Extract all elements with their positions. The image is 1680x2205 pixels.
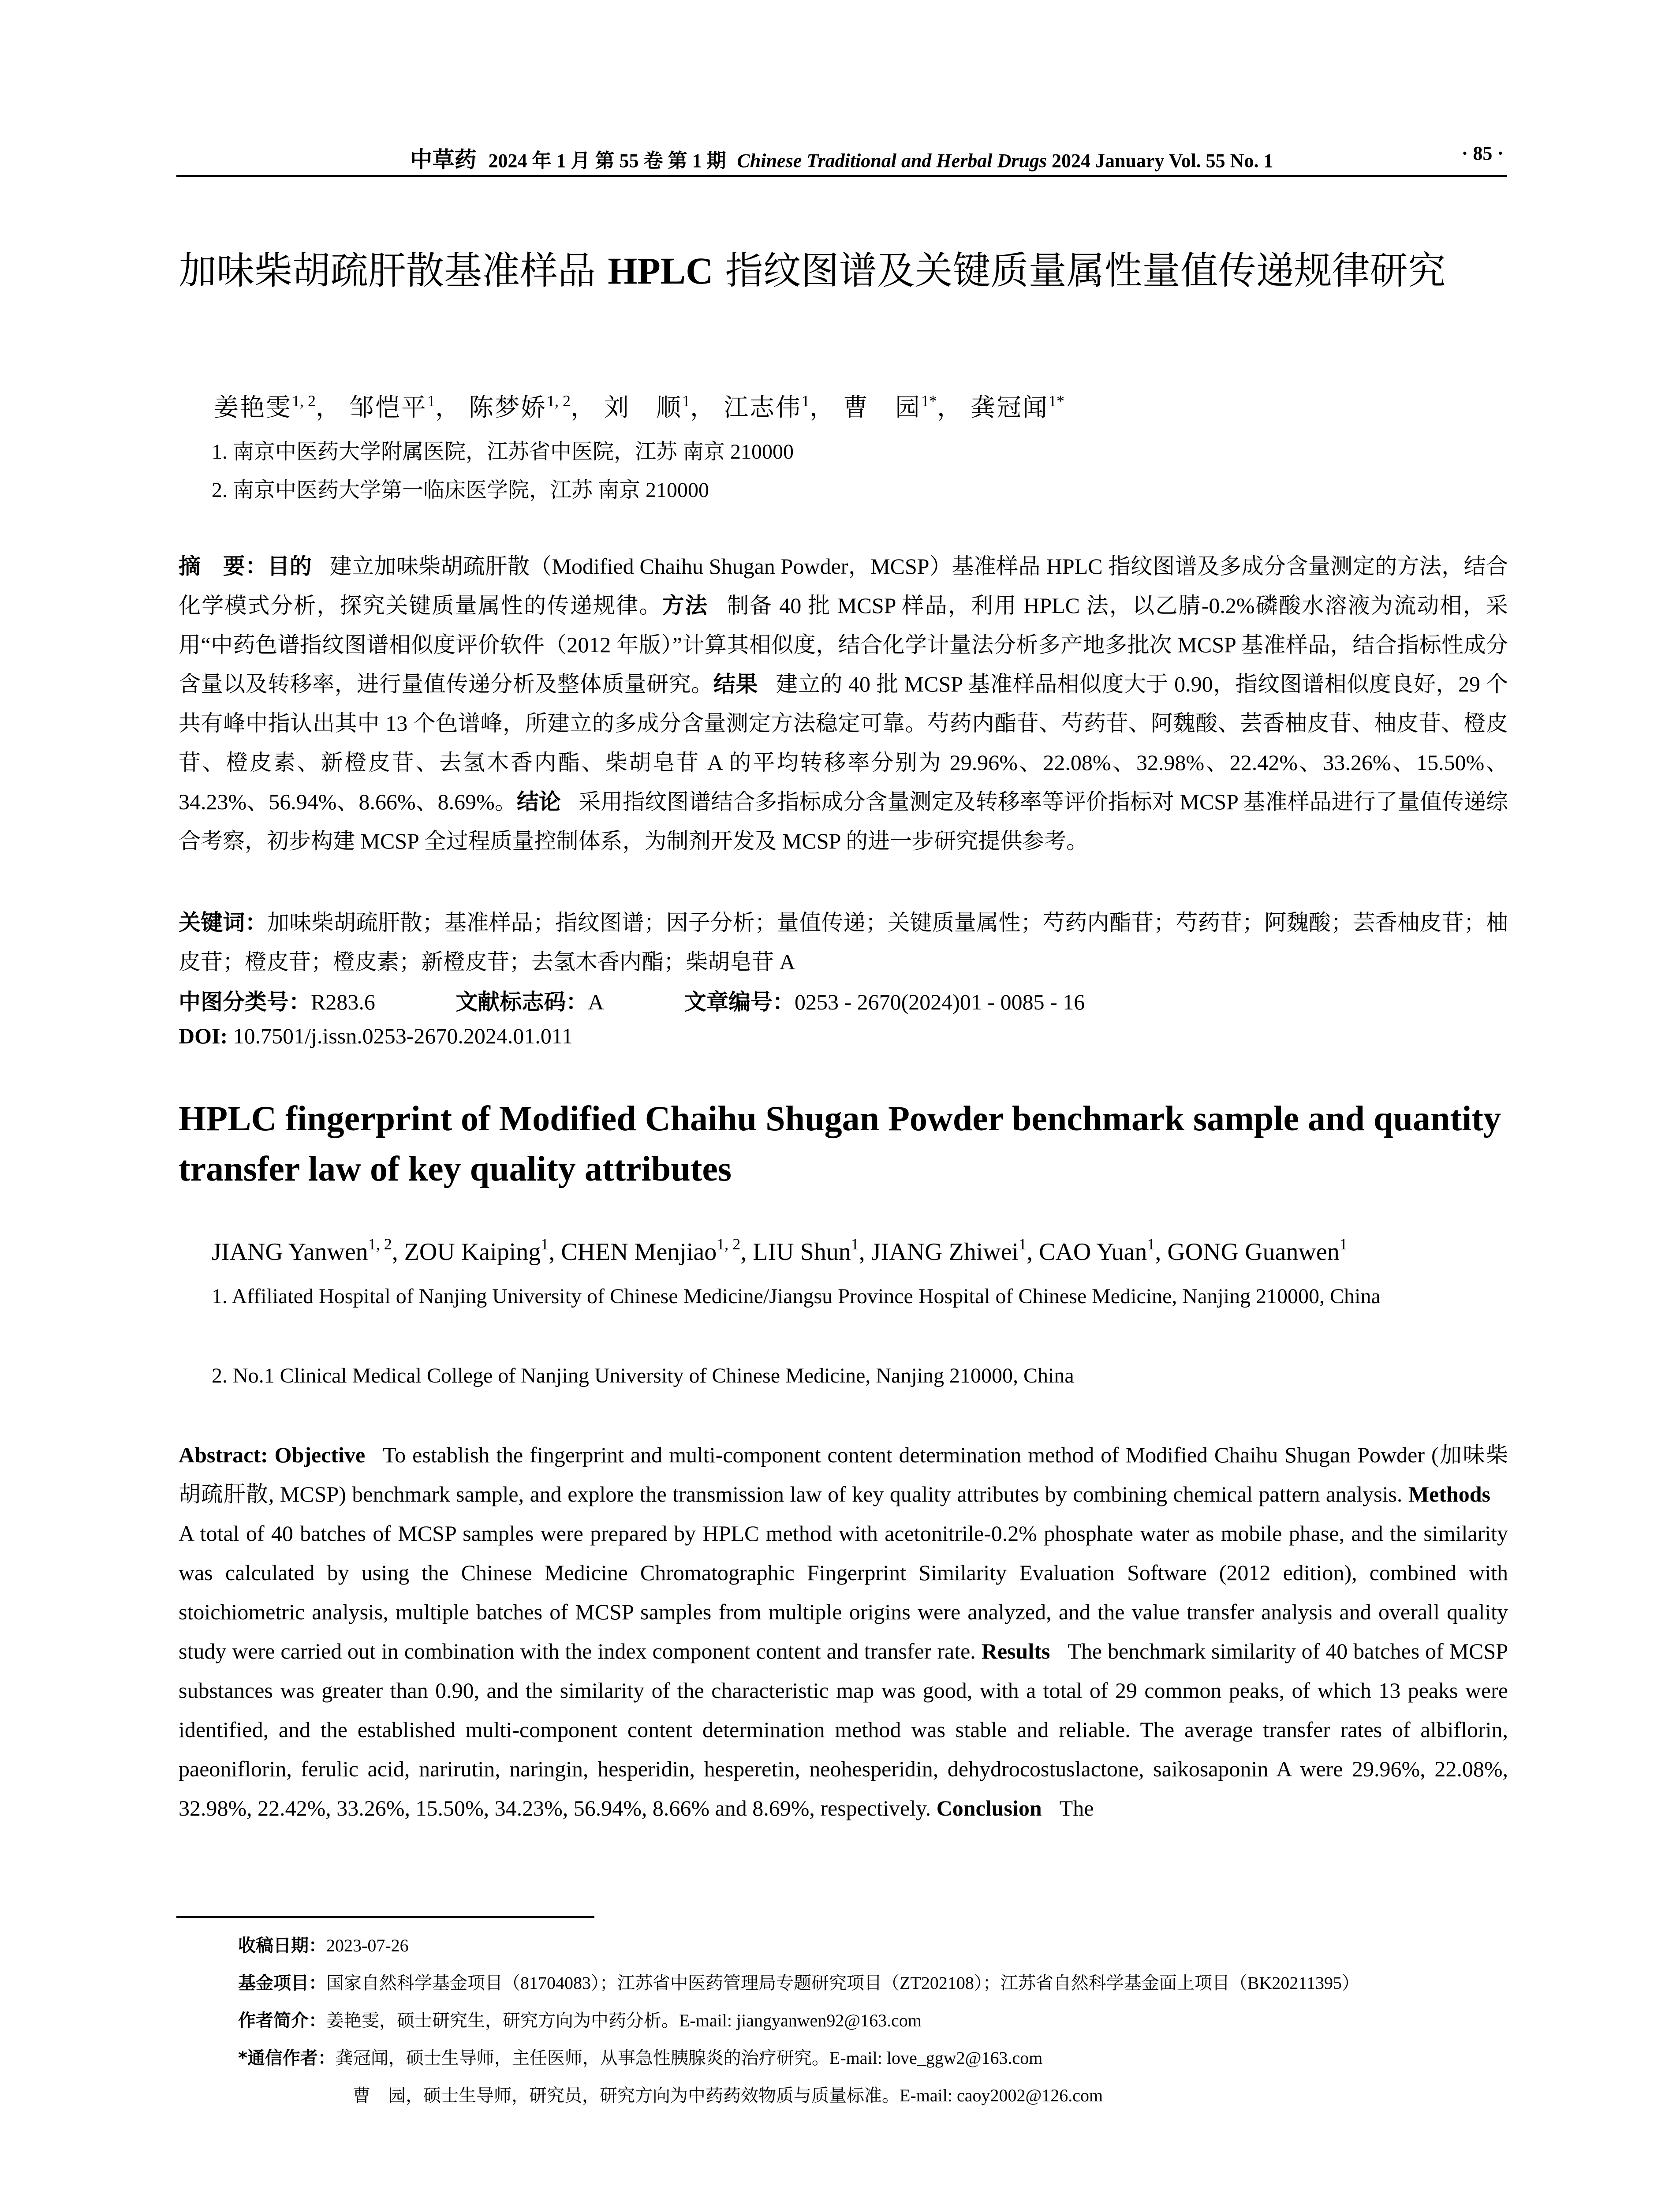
conclusion-label-en: Conclusion <box>936 1796 1042 1820</box>
author-affil-mark: 1, 2 <box>368 1235 392 1253</box>
author-cn: 邹恺平 <box>349 394 427 422</box>
issue-cn: 2024 年 1 月 第 55 卷 第 1 期 <box>488 150 726 172</box>
fund-label: 基金项目： <box>238 1973 326 1993</box>
author-list-en: JIANG Yanwen$^{1, 2}$, ZOU Kaiping$^1$, CHEN Menjiao$^{1, 2}$, LIU Shun$^1$, JIANG Zhiwei$^1$, CAO Yuan$^1$, GONG Guanwen$^1$ <box>212 1235 1348 1266</box>
footnote-author-bio <box>238 2007 922 2032</box>
objective-label-cn: 目的 <box>267 553 312 579</box>
conclusion-text-cn: 采用指纹图谱结合多指标成分含量测定及转移率等评价指标对 MCSP 基准样品进行了量值传递综合考察，初步构建 MCSP 全过程质量控制体系，为制剂开发及 MCSP 的进一步研究提供参考。 <box>179 789 1508 853</box>
author-affil-mark: 1, 2 <box>717 1235 741 1253</box>
methods-text-cn: 制备 40 批 MCSP 样品，利用 HPLC 法，以乙腈-0.2%磷酸水溶液为流动相，采用“中药色谱指纹图谱相似度评价软件（2012 年版）”计算其相似度，结合化学计量法分析多产地多批次 MCSP 基准样品，结合指标性成分含量以及转移率，进行量值传递分析及整体质量研究。 <box>179 593 1508 696</box>
running-header <box>176 142 1507 173</box>
author-cn: 姜艳雯 <box>214 394 292 422</box>
title-cn <box>179 245 1519 297</box>
methods-text-en: A total of 40 batches of MCSP samples were prepared by HPLC method with acetonitrile-0.2% phosphate water as mobile phase, and the similarity was calculated by using the Chinese Medicine Chromatographic Fingerprint Similarity Evaluation Software (2012 edition), combined with stoichiometric analysis, multiple batches of MCSP samples from multiple origins were analyzed, and the value transfer analysis and overall quality study were carried out in combination with the index component content and transfer rate. <box>179 1521 1508 1663</box>
abstract-objective-label-en: Abstract: Objective <box>179 1443 366 1467</box>
article-number-value: 0253 - 2670(2024)01 - 0085 - 16 <box>794 990 1085 1014</box>
author-affil-mark: 1 <box>427 392 435 410</box>
doi-value: 10.7501/j.issn.0253-2670.2024.01.011 <box>233 1024 573 1048</box>
author-affil-mark: 1* <box>1049 392 1064 410</box>
author-cn: 曹 园 <box>843 394 921 422</box>
affiliation-en-2: 2. No.1 Clinical Medical College of Nanjing University of Chinese Medicine, Nanjing 210000, China <box>212 1364 1074 1387</box>
keywords-cn <box>179 903 1508 982</box>
author-affil-mark: 1 <box>541 1235 549 1253</box>
methods-label-en: Methods <box>1408 1482 1491 1506</box>
keywords-text: 加味柴胡疏肝散；基准样品；指纹图谱；因子分析；量值传递；关键质量属性；芍药内酯苷；芍药苷；阿魏酸；芸香柚皮苷；柚皮苷；橙皮苷；橙皮素；新橙皮苷；去氢木香内酯；柴胡皂苷 A <box>179 910 1508 974</box>
keywords-label: 关键词： <box>179 910 268 935</box>
author-affil-mark: 1, 2 <box>292 392 316 410</box>
author-cn: 龚冠闻 <box>971 394 1049 422</box>
footnote-corresponding <box>238 2044 1042 2069</box>
results-label-en: Results <box>981 1639 1050 1663</box>
classification-line <box>179 984 1160 1016</box>
footnote-received <box>238 1932 409 1957</box>
abstract-label-cn: 摘 要： <box>179 553 268 579</box>
article-number-label: 文章编号： <box>684 989 795 1015</box>
results-label-cn: 结果 <box>713 671 758 697</box>
author-en: JIANG Zhiwei <box>871 1238 1019 1266</box>
author-en: CHEN Menjiao <box>561 1238 717 1266</box>
received-date: 2023-07-26 <box>326 1936 409 1955</box>
bio-label: 作者简介： <box>238 2011 326 2031</box>
bio-text: 姜艳雯，硕士研究生，研究方向为中药分析。E-mail: jiangyanwen92@163.com <box>326 2011 922 2030</box>
journal-name-cn: 中草药 <box>410 146 477 172</box>
conclusion-text-en: The <box>1059 1796 1094 1820</box>
author-affil-mark: 1 <box>1147 1235 1155 1253</box>
author-en: GONG Guanwen <box>1167 1238 1340 1266</box>
author-list-cn: 姜艳雯$^{1, 2}$， 邹恺平$^1$， 陈梦娇$^{1, 2}$， 刘 顺$^1$， 江志伟$^1$， 曹 园$^{1*}$， 龚冠闻$^{1*}$ <box>214 392 1064 422</box>
objective-text-en: To establish the fingerprint and multi-component content determination method of Modified Chaihu Shugan Powder (加味柴胡疏肝散, MCSP) benchmark sample, and explore the transmission law of key quality attributes by combining chemical pattern analysis. <box>179 1443 1508 1506</box>
issue-en: 2024 January Vol. 55 No. 1 <box>1052 150 1273 172</box>
doi-line <box>179 1023 573 1049</box>
methods-label-cn: 方法 <box>662 593 709 618</box>
author-affil-mark: 1 <box>682 392 690 410</box>
clc-label: 中图分类号： <box>179 989 311 1015</box>
corr-label: *通信作者： <box>238 2048 336 2068</box>
footnote-rule <box>176 1916 594 1918</box>
doc-code-label: 文献标志码： <box>455 989 588 1015</box>
title-en: HPLC fingerprint of Modified Chaihu Shugan Powder benchmark sample and quantity transfer law of key quality attributes <box>179 1099 1501 1188</box>
title-cn-part-c: 指纹图谱及关键质量属性量值传递规律研究 <box>713 249 1446 293</box>
author-en: ZOU Kaiping <box>404 1238 541 1266</box>
corr-text-1: 龚冠闻，硕士生导师，主任医师，从事急性胰腺炎的治疗研究。E-mail: love_ggw2@163.com <box>335 2048 1043 2068</box>
author-en: LIU Shun <box>753 1238 851 1266</box>
author-affil-mark: 1 <box>851 1235 859 1253</box>
results-text-cn: 建立的 40 批 MCSP 基准样品相似度大于 0.90，指纹图谱相似度良好，29 个共有峰中指认出其中 13 个色谱峰，所建立的多成分含量测定方法稳定可靠。芍药内酯苷、芍药苷、阿魏酸、芸香柚皮苷、柚皮苷、橙皮苷、橙皮素、新橙皮苷、去氢木香内酯、柴胡皂苷 A 的平均转移率分别为 29.96%、22.08%、32.98%、22.42%、33.26%、15.50%、34.23%、56.94%、8.66%、8.69%。 <box>179 672 1508 814</box>
title-cn-part-a: 加味柴胡疏肝散基准样品 <box>179 249 608 293</box>
author-affil-mark: 1 <box>802 392 810 410</box>
doi-label: DOI: <box>179 1024 228 1048</box>
affiliation-en-1: 1. Affiliated Hospital of Nanjing University of Chinese Medicine/Jiangsu Province Hospital of Chinese Medicine, Nanjing 210000, China <box>212 1285 1381 1308</box>
clc-value: R283.6 <box>311 990 375 1014</box>
footnote-corresponding-2: 曹 园，硕士生导师，研究员，研究方向为中药药效物质与质量标准。E-mail: caoy2002@126.com <box>353 2085 1103 2105</box>
footnote-fund <box>238 1969 1359 1994</box>
journal-name-en: Chinese Traditional and Herbal Drugs <box>737 150 1047 172</box>
author-en: CAO Yuan <box>1039 1238 1147 1266</box>
page-number: · 85 · <box>1461 142 1504 164</box>
fund-text: 国家自然科学基金项目（81704083）；江苏省中医药管理局专题研究项目（ZT202108）；江苏省自然科学基金面上项目（BK20211395） <box>326 1973 1359 1993</box>
author-affil-mark: 1 <box>1019 1235 1027 1253</box>
author-affil-mark: 1 <box>1339 1235 1348 1253</box>
author-cn: 江志伟 <box>724 394 802 422</box>
conclusion-label-cn: 结论 <box>516 789 561 815</box>
author-cn: 陈梦娇 <box>469 394 547 422</box>
author-affil-mark: 1, 2 <box>547 392 571 410</box>
author-cn: 刘 顺 <box>604 394 682 422</box>
header-rule <box>176 175 1507 177</box>
affiliation-cn-2: 2. 南京中医药大学第一临床医学院，江苏 南京 210000 <box>212 478 709 502</box>
author-en: JIANG Yanwen <box>212 1238 368 1266</box>
journal-info <box>176 142 1507 174</box>
results-text-en: The benchmark similarity of 40 batches of MCSP substances was greater than 0.90, and the similarity of the characteristic map was good, with a total of 29 common peaks, of which 13 peaks were identified, and the established multi-component content determination method was stable and reliable. The average transfer rates of albiflorin, paeoniflorin, ferulic acid, narirutin, naringin, hesperidin, hesperetin, neohesperidin, dehydrocostuslactone, saikosaponin A were 29.96%, 22.08%, 32.98%, 22.42%, 33.26%, 15.50%, 34.23%, 56.94%, 8.66% and 8.69%, respectively. <box>179 1639 1508 1820</box>
received-label: 收稿日期： <box>238 1936 326 1956</box>
objective-text-cn: 建立加味柴胡疏肝散（Modified Chaihu Shugan Powder，MCSP）基准样品 HPLC 指纹图谱及多成分含量测定的方法，结合化学模式分析，探究关键质量属性的传递规律。 <box>179 554 1508 618</box>
title-cn-part-b: HPLC <box>608 250 713 292</box>
author-affil-mark: 1* <box>921 392 937 410</box>
affiliation-cn-1: 1. 南京中医药大学附属医院，江苏省中医院，江苏 南京 210000 <box>212 440 794 463</box>
abstract-en <box>179 1435 1508 1828</box>
doc-code-value: A <box>588 990 604 1014</box>
abstract-cn <box>179 547 1508 861</box>
